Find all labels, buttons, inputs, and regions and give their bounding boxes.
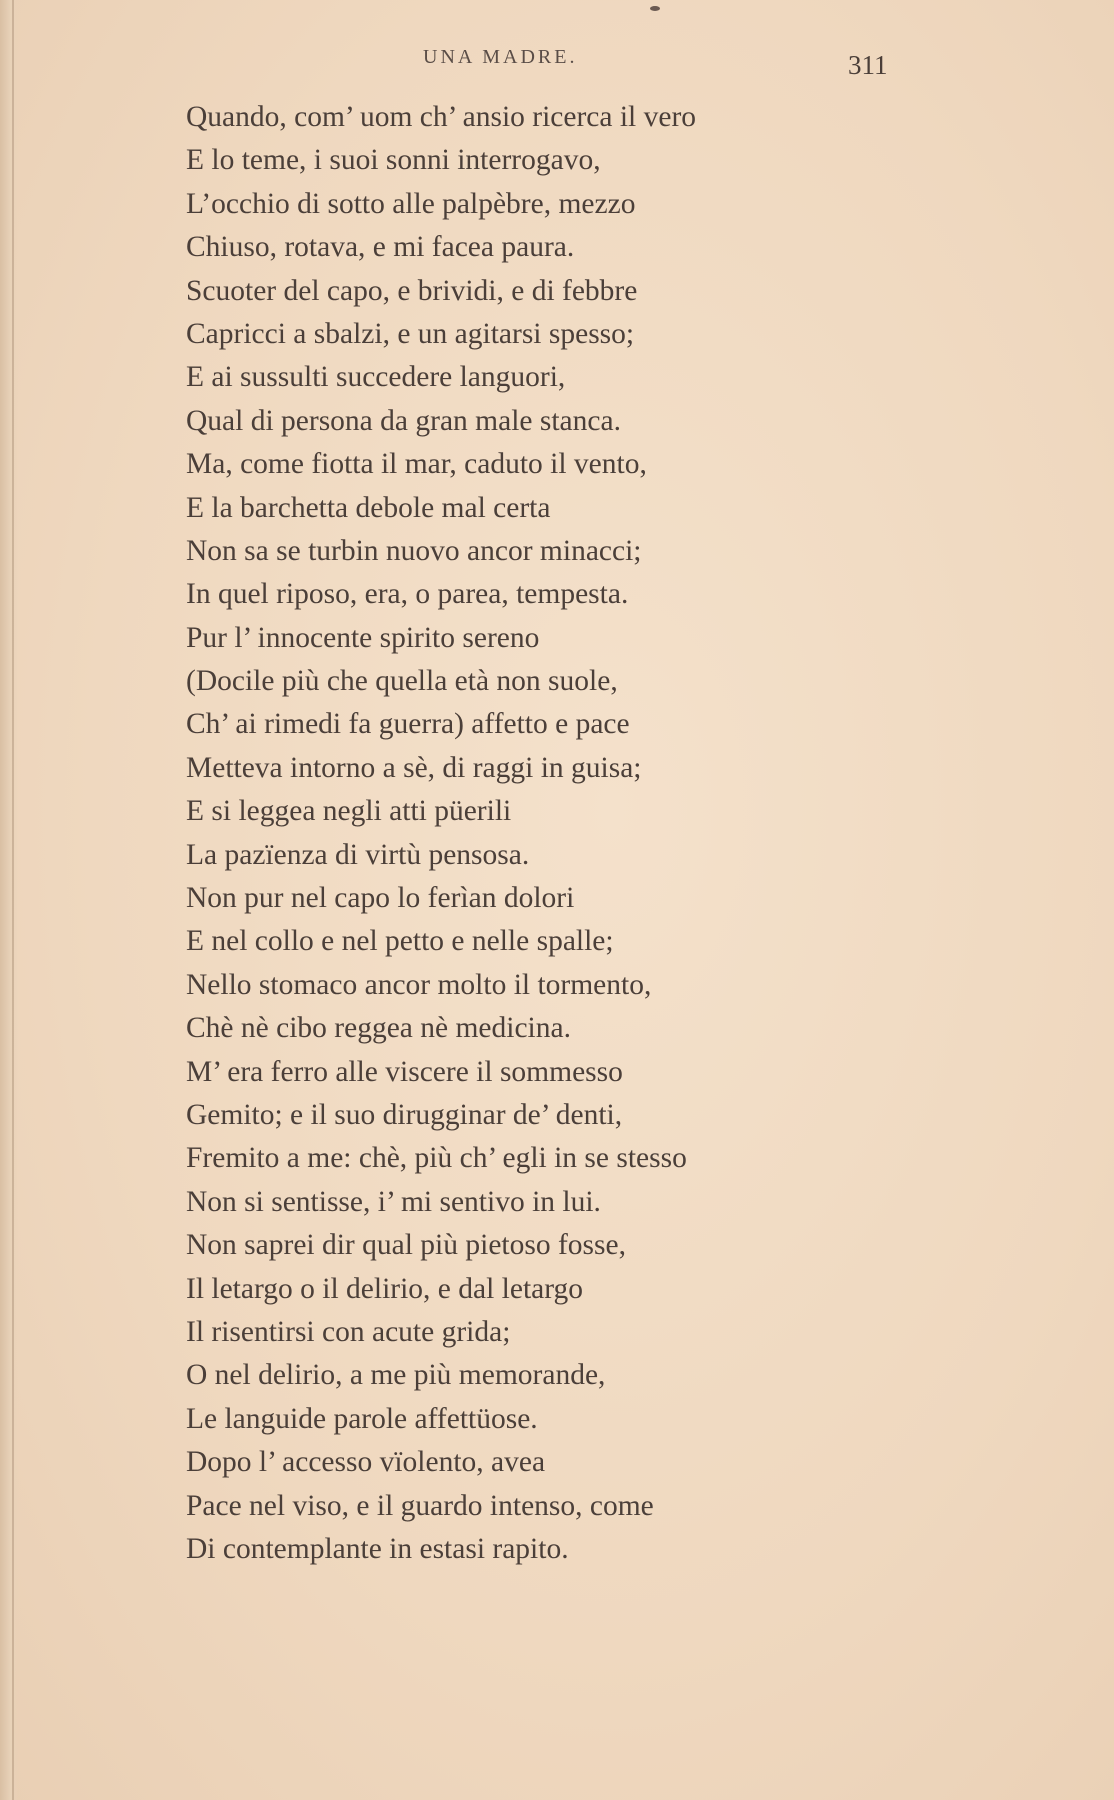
poem-line: Chiuso, rotava, e mi facea paura.: [186, 231, 575, 264]
poem-line: Di contemplante in estasi rapito.: [186, 1532, 569, 1565]
poem-line: Pace nel viso, e il guardo intenso, come: [186, 1489, 654, 1522]
poem-line: Nello stomaco ancor molto il tormento,: [186, 968, 652, 1001]
poem-line: Il risentirsi con acute grida;: [186, 1315, 511, 1348]
poem-line: Le languide parole affettüose.: [186, 1402, 538, 1435]
poem-line: E ai sussulti succedere languori,: [186, 361, 566, 394]
poem-line: E la barchetta debole mal certa: [186, 491, 551, 524]
poem-line: Non pur nel capo lo ferìan dolori: [186, 882, 575, 915]
poem-line: Non si sentisse, i’ mi sentivo in lui.: [186, 1185, 601, 1218]
poem-line: Dopo l’ accesso vïolento, avea: [186, 1446, 546, 1479]
poem-line: In quel riposo, era, o parea, tempesta.: [186, 578, 629, 611]
poem-line: M’ era ferro alle viscere il sommesso: [186, 1055, 623, 1088]
poem-line: Chè nè cibo reggea nè medicina.: [186, 1012, 571, 1045]
poem-line: L’occhio di sotto alle palpèbre, mezzo: [186, 187, 636, 220]
poem-line: Scuoter del capo, e brividi, e di febbre: [186, 274, 638, 307]
poem-line: Qual di persona da gran male stanca.: [186, 404, 621, 437]
poem-line: Non sa se turbin nuovo ancor minacci;: [186, 534, 642, 567]
poem-line: E nel collo e nel petto e nelle spalle;: [186, 925, 614, 958]
running-title: UNA MADRE.: [423, 46, 578, 68]
running-head: [0, 46, 1114, 80]
poem-line: Gemito; e il suo dirugginar de’ denti,: [186, 1098, 623, 1131]
poem-line: Pur l’ innocente spirito sereno: [186, 621, 540, 654]
poem-line: O nel delirio, a me più memorande,: [186, 1359, 606, 1392]
poem-line: (Docile più che quella età non suole,: [186, 665, 618, 698]
poem-line: Metteva intorno a sè, di raggi in guisa;: [186, 751, 642, 784]
poem-line: Fremito a me: chè, più ch’ egli in se stesso: [186, 1142, 687, 1175]
page-number: 311: [848, 50, 888, 80]
poem-text: [186, 96, 1006, 1571]
poem-line: E lo teme, i suoi sonni interrogavo,: [186, 144, 601, 177]
poem-line: La pazïenza di virtù pensosa.: [186, 838, 530, 871]
poem-line: Quando, com’ uom ch’ ansio ricerca il vero: [186, 101, 697, 133]
page-gutter: [0, 0, 18, 1800]
poem-line: Capricci a sbalzi, e un agitarsi spesso;: [186, 317, 635, 350]
poem-line: Ma, come fiotta il mar, caduto il vento,: [186, 448, 647, 481]
poem-line: Ch’ ai rimedi fa guerra) affetto e pace: [186, 708, 630, 741]
poem-line: Non saprei dir qual più pietoso fosse,: [186, 1229, 626, 1262]
ink-speck: [650, 6, 660, 11]
poem-line: Il letargo o il delirio, e dal letargo: [186, 1272, 584, 1305]
gutter-edge: [12, 0, 14, 1800]
poem-line: E si leggea negli atti püerili: [186, 795, 512, 828]
